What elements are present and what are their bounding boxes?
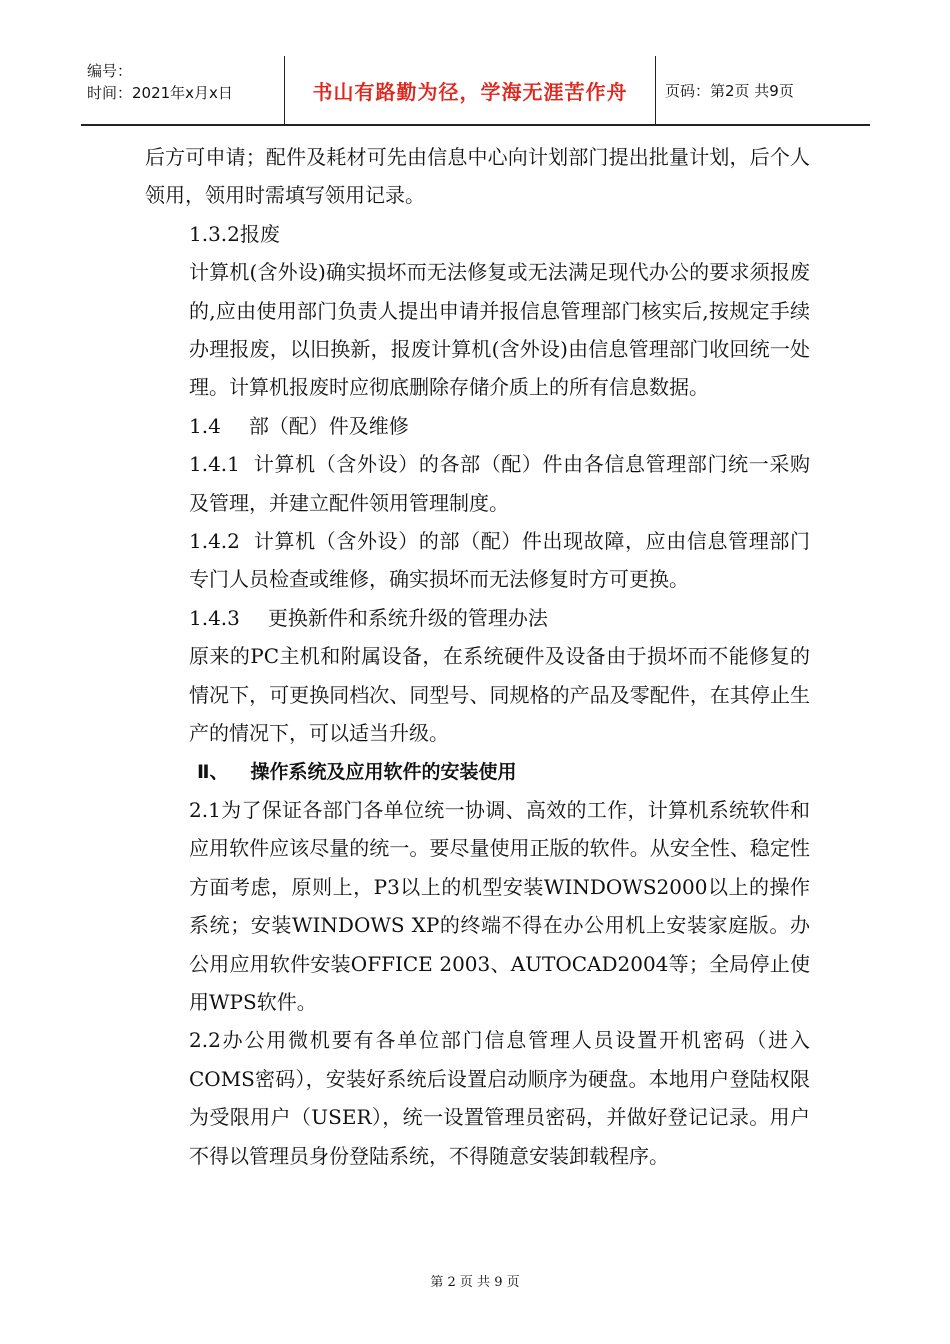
paragraph-2-2: 2.2办公用微机要有各单位部门信息管理人员设置开机密码（进入COMS密码），安装好系统后设置启动顺序为硬盘。本地用户登陆权限为受限用户（USER），统一设置管理员密码，并做好登记记录。用户不得以管理员身份登陆系统，不得随意安装卸载程序。 xyxy=(189,1028,810,1168)
heading-1-4-3 xyxy=(145,599,810,637)
section-2-title: 操作系统及应用软件的安装使用 xyxy=(250,760,517,783)
heading-1-4-3-text: 更换新件和系统升级的管理办法 xyxy=(267,605,548,630)
paragraph-1-4-2 xyxy=(145,522,810,599)
page-footer: 第 2 页 共 9 页 xyxy=(430,1275,520,1290)
header-page-info: 页码：第2页 共9页 xyxy=(665,82,794,100)
paragraph-1-4-1-number: 1.4.1 xyxy=(189,452,240,477)
heading-1-4 xyxy=(145,407,810,445)
document-number-label: 编号： xyxy=(87,62,133,80)
paragraph-1-4-2-number: 1.4.2 xyxy=(189,529,240,554)
paragraph-2-1: 2.1为了保证各部门各单位统一协调、高效的工作，计算机系统软件和应用软件应该尽量的统一。要尽量使用正版的软件。从安全性、稳定性方面考虑，原则上，P3以上的机型安装WINDOWS2000以上的操作系统；安装WINDOWS XP的终端不得在办公用机上安装家庭版。办公用应用软件安装OFFICE 2003、AUTOCAD2004等；全局停止使用WPS软件。 xyxy=(189,797,810,1014)
section-2-number: Ⅱ、 xyxy=(197,760,229,783)
heading-1-3-2: 1.3.2报废 xyxy=(189,221,280,246)
paragraph-1-4-2-text: 计算机（含外设）的部（配）件出现故障，应由信息管理部门专门人员检查或维修，确实损坏而无法修复时方可更换。 xyxy=(189,529,811,592)
section-2-heading xyxy=(145,753,810,791)
heading-1-4-number: 1.4 xyxy=(189,413,221,438)
header-meta xyxy=(87,60,287,104)
page-header xyxy=(81,56,870,126)
document-body xyxy=(145,138,810,1175)
paragraph-scrap: 计算机(含外设)确实损坏而无法修复或无法满足现代办公的要求须报废的,应由使用部门负责人提出申请并报信息管理部门核实后,按规定手续办理报废，以旧换新，报废计算机(含外设)由信息管理部门收回统一处理。计算机报废时应彻底删除存储介质上的所有信息数据。 xyxy=(189,260,810,400)
heading-1-4-text: 部（配）件及维修 xyxy=(248,413,409,438)
heading-1-4-3-number: 1.4.3 xyxy=(189,605,240,630)
header-motto-box xyxy=(284,56,656,124)
paragraph-upgrade: 原来的PC主机和附属设备，在系统硬件及设备由于损坏而不能修复的情况下，可更换同档次、同型号、同规格的产品及零配件，在其停止生产的情况下，可以适当升级。 xyxy=(189,644,810,746)
paragraph-1-4-1-text: 计算机（含外设）的各部（配）件由各信息管理部门统一采购及管理，并建立配件领用管理制度。 xyxy=(189,452,811,515)
header-motto: 书山有路勤为径，学海无涯苦作舟 xyxy=(312,79,628,104)
document-date: 时间：2021年x月x日 xyxy=(87,84,233,102)
paragraph-1-4-1 xyxy=(145,445,810,522)
paragraph-continued: 后方可申请；配件及耗材可先由信息中心向计划部门提出批量计划，后个人领用，领用时需填写领用记录。 xyxy=(145,145,810,208)
